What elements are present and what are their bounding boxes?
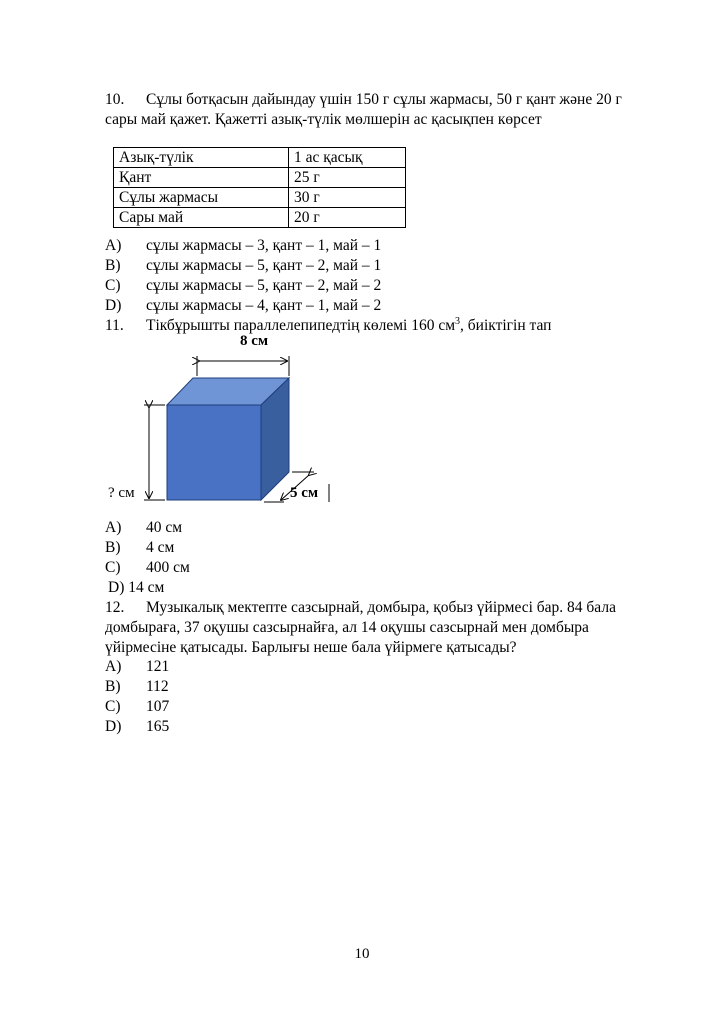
option-text: сұлы жармасы – 5, қант – 2, май – 1 xyxy=(146,257,382,274)
option-letter: B) xyxy=(105,678,121,695)
question-text-line3: үйірмесіне қатысады. Барлығы неше бала үйірмеге қатысады? xyxy=(105,639,517,656)
box-front-face xyxy=(167,405,261,500)
depth-label: 5 см xyxy=(290,485,319,501)
answer-option-c xyxy=(105,697,169,717)
box-figure xyxy=(100,330,340,510)
table-row xyxy=(114,188,406,208)
question-text-main: Тікбұрышты параллелепипедтің көлемі 160 см xyxy=(146,317,456,334)
option-text: сұлы жармасы – 4, қант – 1, май – 2 xyxy=(146,297,382,314)
table-header-cell: Азық-түлік xyxy=(114,148,289,168)
option-letter: B) xyxy=(105,257,121,274)
question-10 xyxy=(105,90,688,130)
option-letter: D) xyxy=(105,297,122,314)
table-header-cell: 1 ас қасық xyxy=(289,148,406,168)
option-text: 165 xyxy=(146,718,170,735)
answer-option-c xyxy=(105,276,381,296)
option-letter: C) xyxy=(105,559,121,576)
question-number: 12. xyxy=(105,599,125,616)
table-row xyxy=(114,208,406,228)
table-cell: Сұлы жармасы xyxy=(114,188,289,208)
answer-option-b xyxy=(105,677,169,697)
question-number: 10. xyxy=(105,91,125,108)
option-text: сұлы жармасы – 5, қант – 2, май – 2 xyxy=(146,277,382,294)
height-label: ? см xyxy=(108,485,135,501)
option-letter: A) xyxy=(105,658,122,675)
option-letter: B) xyxy=(105,539,121,556)
page-number: 10 xyxy=(354,946,370,962)
question-text-line1: Музыкалық мектепте сазсырнай, домбыра, қобыз үйірмесі бар. 84 бала xyxy=(146,599,616,616)
table-row xyxy=(114,168,406,188)
parallelepiped-diagram xyxy=(100,330,340,510)
table-cell: 20 г xyxy=(289,208,406,228)
question-number: 11. xyxy=(105,317,124,334)
answer-option-d xyxy=(105,717,169,737)
option-letter: A) xyxy=(105,237,122,254)
question-text-line1: Сұлы ботқасын дайындау үшін 150 г сұлы жармасы, 50 г қант және 20 г xyxy=(146,91,622,108)
superscript: 3 xyxy=(455,315,461,327)
ingredients-table xyxy=(113,147,406,228)
answer-option-d: D) 14 см xyxy=(108,579,165,596)
option-text: 40 см xyxy=(146,519,183,536)
answer-option-b xyxy=(105,256,381,276)
table-cell: 25 г xyxy=(289,168,406,188)
table-cell: Сары май xyxy=(114,208,289,228)
table-cell: 30 г xyxy=(289,188,406,208)
option-letter: C) xyxy=(105,277,121,294)
option-text: сұлы жармасы – 3, қант – 1, май – 1 xyxy=(146,237,382,254)
question-text-line2: домбыраға, 37 оқушы сазсырнайға, ал 14 оқушы сазсырнай мен домбыра xyxy=(105,619,589,636)
answer-option-a xyxy=(105,236,381,256)
answer-option-d xyxy=(105,296,381,316)
answer-option-a xyxy=(105,657,169,677)
option-letter: C) xyxy=(105,698,121,715)
option-text: 107 xyxy=(146,698,170,715)
answer-option-a xyxy=(105,518,182,538)
question-text-line2: сары май қажет. Қажетті азық-түлік мөлшерін ас қасықпен көрсет xyxy=(105,111,542,128)
option-letter: A) xyxy=(105,519,122,536)
option-text: 121 xyxy=(146,658,170,675)
question-text-end: , биіктігін тап xyxy=(460,317,552,334)
answer-option-b xyxy=(105,538,174,558)
option-letter: D) xyxy=(105,718,122,735)
table-header-row xyxy=(114,148,406,168)
option-text: 400 см xyxy=(146,559,190,576)
answer-option-c xyxy=(105,558,190,578)
table-cell: Қант xyxy=(114,168,289,188)
width-label: 8 см xyxy=(240,333,269,349)
question-12 xyxy=(105,598,688,658)
option-text: 112 xyxy=(146,678,169,695)
option-text: 4 см xyxy=(146,539,175,556)
